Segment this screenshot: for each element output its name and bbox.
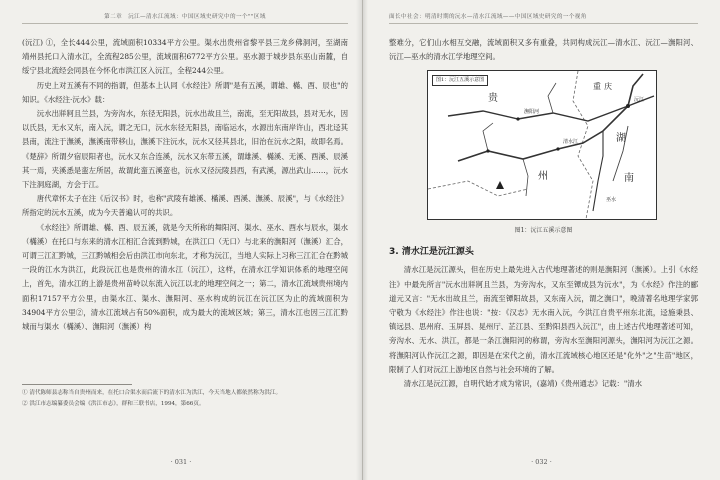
right-paragraph-2: 清水江是沅江源，自明代始才成为常识，(嘉靖)《贵州通志》记载："清水 [403, 379, 643, 389]
section-title: 3. 清水江是沅江源头 [389, 247, 474, 258]
map-label-gui: 贵 [488, 93, 498, 105]
left-page-number: · 031 · [170, 458, 192, 466]
map-label-qingshuijiang: 清水江 [563, 139, 579, 146]
book-gutter [356, 0, 368, 480]
map-label-wushui: 巫水 [606, 197, 617, 204]
map-illustration [428, 71, 656, 219]
map-label-nan: 南 [624, 173, 634, 185]
left-paragraph-2: 历史上对五溪有不同的指谓，但基本上认同《水经注》所谓"是有五溪，谓雄、樠、酉、辰也"的知识。《水经注·沅水》载： [22, 80, 348, 104]
left-running-header: 第二章 沅江—清水江流域：中国区域史研究中的一个""区域 [22, 12, 348, 24]
city-marker-2 [556, 148, 559, 151]
left-paragraph-3: 沅水出牂牁且兰县，为旁沟水，东径无阳县，沅水出故且兰，南流，至无阳故县，县对无水，因以氏县，无水又东，南入沅，谓之无口，沅水东径无阳县，南临运水，水源出东南岸许山，西北迳其县南，流注于潕溪，潕溪南带移山，潕溪下注沅水，沅水又径其县北，旧治在沅水之阳，故即名焉。《楚辞》所谓夕宿辰阳者也，沅水又东合连溪，沅水又东带五溪，谓雄溪、樠溪、无溪、酉溪、辰溪其一焉，夹溪悉是蛮左所居，故谓此蛮五溪蛮也，沅水又径沅陵县西，有武溪，源出武山……，沅水下注洞庭湖，方会于江。 [22, 109, 348, 190]
left-body-text [22, 36, 348, 334]
right-running-header: 面长中社会：明清时期的沅水—清水江流域——中国区域史研究的一个视角 [389, 12, 698, 24]
map-label-chong: 重 [593, 82, 601, 92]
right-intro-paragraph: 整难分，它们山水相互交融，流域面积又多有重叠，共同构成沅江—清水江、沅江—潕阳河、沅江—巫水的清水江学地理空间。 [389, 38, 698, 62]
right-body-text [389, 36, 698, 64]
map-label-zhou: 州 [538, 171, 548, 183]
footnotes [22, 388, 348, 409]
right-page-number: · 032 · [531, 458, 552, 466]
right-page [362, 0, 720, 480]
map-label-hu: 湖 [616, 133, 626, 145]
left-paragraph-4: 唐代章怀太子在注《后汉书》时，也称"武陵有雄溪、樠溪、酉溪、潕溪、辰溪"，与《水经注》所指定的沅水五溪，成为今天普遍认可的共识。 [22, 194, 348, 218]
city-marker-1 [626, 104, 630, 108]
left-paragraph-5: 《水经注》所谓雄、樠、酉、辰五溪，就是今天所称的舞阳河、渠水、巫水、酉水与辰水，渠水（樠溪）在托口与东来的清水江相汇合流到黔城，在洪江口（无口）与北来的潕阳河（潕溪）汇合，可谓三江汇黔城，三江黔城相会后由洪江市向东北，才称为沅江，当地人实际上习称三江汇合在黔城一段的江水为洪江，此段沅江也是贵州的清水江（沅江），这样，在清水江学知识体系的地理空间上，首先，清水江的上游是贵州苗岭以东流入沅江以北的地理空间之一；第二，清水江流域贵州境内面积17157平方公里，由渠水江、渠水、潕阳河、巫水构成的沅江在沅江区为止的流域面积为34904平方公里②，清水江流域占有50%面积，成为最大的流域区域；第三，清水江也因三江汇黔城而与渠水（樠溪）、潕阳河（潕溪）构 [22, 222, 348, 332]
map-label-yuanjiang: 沅江 [634, 97, 645, 104]
left-paragraph-1: (沅江) ①，全长444公里，流域面积10334平方公里。渠水出贵州省黎平县三龙乡佛洞河，至湖南靖州县托口入清水江，全流程285公里，流域面积6772平方公里。巫水源于城步县东巫山南麓，自绥宁县北流经会同县在今怀化市洪江区入沅江，全程244公里。 [22, 38, 348, 76]
city-marker-3 [516, 118, 519, 121]
map-legend: 图1：沅江五溪示意图 [432, 75, 488, 86]
right-section-body [389, 263, 698, 391]
footnote-2: ② 洪江市志编纂委员会编《洪江市志》，群和三联书店，1994，第66页。 [22, 400, 205, 407]
footnote-1: ① 清代陈师县志称当自贵州而来，在托口合渠水而后流下的清水江为洪江，今天当地人都依然称为洪江。 [22, 390, 282, 396]
map-caption: 图1：沅江五溪示意图 [514, 227, 573, 235]
map-label-wuyanghe: 潕阳河 [524, 109, 540, 116]
right-paragraph-1: 清水江是沅江源头，但在历史上最先进入古代地理著述的则是潕阳河（潕溪）。上引《水经注》中最先所言"沅水出牂牁且兰县，为旁沟水，又东至镡成县为沅水"，为《水经》作注的郦道元又言："无水出故且兰，南流至镡阳故县，又东南入沅，谓之潕口"，晚清著名地理学家郭守敬为《水经注》作注也说："按：《汉志》无水南入沅，今洪江自贵平州东北流，迳施秉县、镇远县、思州府、玉屏县、晃州厅、芷江县、至黔阳县西入沅江"，由上述古代地理著述可知，旁沟水、无水、洪江，都是一条江潕阳河的称谓，旁沟水至潕阳河源头，潕阳河为沅江之源。将潕阳河认作沅江之源，即因是在宋代之前，清水江流域核心地区还是"化外"之"生苗"地区，限制了人们对沅江上游地区自然与社会环境的了解。 [389, 265, 698, 374]
map-label-qing: 庆 [604, 82, 612, 92]
city-marker-4 [486, 150, 489, 153]
map-figure [427, 70, 657, 220]
